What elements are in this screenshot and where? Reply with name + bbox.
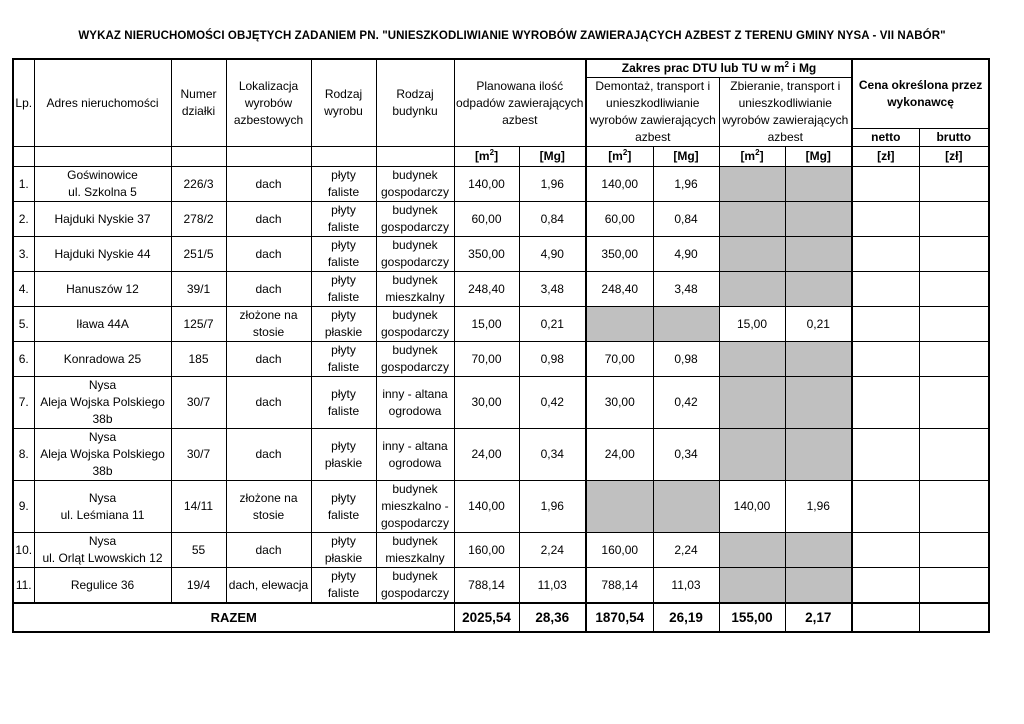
row-numer: 125/7 [171, 307, 226, 342]
row-numer: 30/7 [171, 377, 226, 429]
cell-line: płaskie [324, 551, 363, 565]
table-row [13, 429, 989, 481]
row-dem-m2: 350,00 [586, 237, 653, 272]
cell-line: dach, elewacja [228, 577, 309, 592]
header-planowana: Planowana ilość odpadów zawierających azbest [454, 59, 586, 147]
cell-line: budynek [392, 569, 438, 583]
cell-line: budynek [392, 482, 438, 496]
unit-dem-mg: [Mg] [653, 147, 719, 167]
row-numer: 19/4 [171, 568, 226, 604]
cell-line: Nysa [88, 378, 117, 392]
row-brutto [919, 307, 989, 342]
cell-line: płyty [331, 238, 356, 252]
row-brutto [919, 377, 989, 429]
table-row [13, 202, 989, 237]
row-numer: 30/7 [171, 429, 226, 481]
row-brutto [919, 429, 989, 481]
row-netto [852, 533, 919, 568]
row-plan-m2: 788,14 [454, 568, 519, 604]
cell-line: płyty [331, 273, 356, 287]
row-brutto [919, 202, 989, 237]
row-dem-mg: 0,34 [653, 429, 719, 481]
row-dem-m2: 30,00 [586, 377, 653, 429]
table-row [13, 533, 989, 568]
row-zb-m2 [719, 377, 785, 429]
cell-line: faliste [327, 185, 360, 199]
row-plan-mg: 1,96 [519, 481, 586, 533]
row-adres [34, 533, 171, 568]
row-zb-m2 [719, 272, 785, 307]
row-plan-m2: 15,00 [454, 307, 519, 342]
row-adres [34, 167, 171, 202]
row-zb-mg [785, 272, 852, 307]
cell-line: faliste [327, 507, 360, 522]
row-wyrob [311, 237, 376, 272]
cell-line: budynek [392, 168, 438, 182]
header-zakres-sup: 2 [784, 60, 789, 69]
table-row [13, 272, 989, 307]
cell-line: gospodarczy [380, 220, 450, 234]
header-demontaz: Demontaż, transport i unieszkodliwianie wyrobów zawierających azbest [586, 78, 719, 147]
row-wyrob [311, 377, 376, 429]
row-plan-mg: 0,42 [519, 377, 586, 429]
row-budynek [376, 202, 454, 237]
cell-line: gospodarczy [380, 360, 450, 374]
unit-empty [34, 147, 171, 167]
unit-empty [171, 147, 226, 167]
table-row [13, 481, 989, 533]
cell-line: inny - altana [382, 386, 448, 401]
property-table [12, 58, 990, 633]
unit-sup: 2 [489, 148, 495, 157]
cell-line: płyty [331, 569, 356, 583]
cell-line: budynek [392, 534, 438, 548]
cell-line: faliste [327, 403, 360, 418]
header-brutto: brutto [919, 129, 989, 147]
row-lokalizacja [226, 307, 311, 342]
table-row [13, 167, 989, 202]
cell-line: mieszkalny [385, 551, 445, 565]
row-lp: 3. [13, 237, 34, 272]
row-netto [852, 167, 919, 202]
row-dem-m2 [586, 307, 653, 342]
row-plan-m2: 60,00 [454, 202, 519, 237]
unit-empty [226, 147, 311, 167]
row-wyrob [311, 481, 376, 533]
row-zb-m2 [719, 202, 785, 237]
row-zb-mg [785, 167, 852, 202]
totals-netto [852, 603, 919, 632]
row-numer: 185 [171, 342, 226, 377]
row-plan-mg: 0,98 [519, 342, 586, 377]
row-lp: 9. [13, 481, 34, 533]
cell-line: budynek [392, 238, 438, 252]
row-plan-mg: 4,90 [519, 237, 586, 272]
cell-line: płaskie [324, 455, 363, 470]
table-row [13, 237, 989, 272]
cell-line: Nysa [88, 490, 117, 505]
cell-line: mieszkalny [385, 290, 445, 304]
cell-line: gospodarczy [380, 586, 450, 600]
cell-line: faliste [327, 220, 360, 234]
row-lokalizacja [226, 272, 311, 307]
cell-line: płyty [331, 308, 356, 322]
header-netto: netto [852, 129, 919, 147]
row-adres [34, 568, 171, 604]
cell-line: Regulice 36 [70, 577, 135, 592]
row-netto [852, 377, 919, 429]
cell-line: dach [255, 447, 282, 461]
row-zb-m2 [719, 533, 785, 568]
row-zb-mg [785, 202, 852, 237]
cell-line: Goświnowice [67, 168, 138, 182]
unit-sup: 2 [755, 148, 760, 157]
row-dem-mg: 0,98 [653, 342, 719, 377]
cell-line: Konradowa 25 [63, 351, 142, 366]
cell-line: Hajduki Nyskie 44 [54, 246, 151, 261]
row-lokalizacja [226, 167, 311, 202]
cell-line: faliste [327, 255, 360, 269]
cell-line: gospodarczy [380, 516, 450, 530]
cell-line: Aleja Wojska Polskiego [40, 447, 165, 461]
unit-dem-m2 [586, 147, 653, 167]
row-zb-mg [785, 342, 852, 377]
row-wyrob [311, 533, 376, 568]
unit-empty [311, 147, 376, 167]
row-lokalizacja [226, 481, 311, 533]
row-plan-m2: 140,00 [454, 481, 519, 533]
cell-line: Iława 44A [76, 316, 129, 331]
row-wyrob [311, 167, 376, 202]
unit-plan-m2 [454, 147, 519, 167]
row-dem-mg: 3,48 [653, 272, 719, 307]
row-netto [852, 237, 919, 272]
cell-line: dach [255, 542, 282, 557]
row-lp: 7. [13, 377, 34, 429]
row-lokalizacja [226, 202, 311, 237]
row-netto [852, 342, 919, 377]
row-lokalizacja [226, 429, 311, 481]
cell-line: budynek [392, 308, 438, 322]
header-zakres-suffix: i Mg [788, 61, 817, 75]
cell-line: ogrodowa [388, 403, 442, 418]
row-zb-mg: 1,96 [785, 481, 852, 533]
cell-line: dach [255, 351, 282, 366]
cell-line: dach [255, 281, 282, 296]
row-lokalizacja [226, 342, 311, 377]
unit-empty [13, 147, 34, 167]
row-lp: 4. [13, 272, 34, 307]
unit-sup: 2 [622, 148, 628, 157]
row-lokalizacja [226, 568, 311, 604]
row-dem-m2 [586, 481, 653, 533]
row-numer: 39/1 [171, 272, 226, 307]
document-title: WYKAZ NIERUCHOMOŚCI OBJĘTYCH ZADANIEM PN. "UNIESZKODLIWIANIE WYROBÓW ZAWIERAJĄCYCH AZBEST Z TERENU GMINY NYSA - VII NABÓR" [78, 30, 946, 42]
cell-line: faliste [327, 586, 360, 600]
row-adres [34, 429, 171, 481]
cell-line: Nysa [88, 430, 117, 444]
cell-line: dach [255, 176, 282, 191]
row-wyrob [311, 307, 376, 342]
row-zb-m2: 140,00 [719, 481, 785, 533]
cell-line: budynek [392, 343, 438, 357]
row-plan-mg: 2,24 [519, 533, 586, 568]
cell-line: mieszkalno - [381, 499, 449, 513]
row-plan-mg: 1,96 [519, 167, 586, 202]
totals-plan-m2: 2025,54 [454, 603, 519, 632]
cell-line: gospodarczy [380, 255, 450, 269]
cell-line: Nysa [88, 534, 117, 548]
row-budynek [376, 568, 454, 604]
row-zb-mg [785, 237, 852, 272]
row-dem-m2: 788,14 [586, 568, 653, 604]
row-numer: 226/3 [171, 167, 226, 202]
header-lp: Lp. [13, 59, 34, 147]
cell-line: płyty [331, 490, 356, 505]
units-row [13, 147, 989, 167]
row-zb-m2: 15,00 [719, 307, 785, 342]
totals-brutto [919, 603, 989, 632]
cell-line: Hajduki Nyskie 37 [54, 211, 151, 226]
row-netto [852, 307, 919, 342]
row-zb-mg [785, 568, 852, 604]
row-plan-mg: 3,48 [519, 272, 586, 307]
row-plan-m2: 160,00 [454, 533, 519, 568]
row-lp: 8. [13, 429, 34, 481]
row-dem-mg: 2,24 [653, 533, 719, 568]
cell-line: płyty [331, 534, 356, 548]
row-dem-mg: 0,84 [653, 202, 719, 237]
cell-line: Hanuszów 12 [66, 281, 139, 296]
table-row [13, 568, 989, 604]
row-lp: 5. [13, 307, 34, 342]
unit-empty [376, 147, 454, 167]
row-dem-mg: 0,42 [653, 377, 719, 429]
unit-zb-mg: [Mg] [785, 147, 852, 167]
row-brutto [919, 167, 989, 202]
unit-text: [m [608, 149, 623, 163]
row-plan-mg: 0,34 [519, 429, 586, 481]
row-netto [852, 429, 919, 481]
header-zakres-text: Zakres prac DTU lub TU w m [621, 61, 785, 75]
table-row [13, 377, 989, 429]
row-zb-m2 [719, 429, 785, 481]
cell-line: faliste [327, 360, 360, 374]
unit-text: ] [627, 149, 632, 163]
totals-plan-mg: 28,36 [519, 603, 586, 632]
cell-line: płyty [331, 438, 356, 453]
totals-zb-mg: 2,17 [785, 603, 852, 632]
cell-line: płyty [331, 343, 356, 357]
row-plan-mg: 0,21 [519, 307, 586, 342]
row-budynek [376, 481, 454, 533]
row-zb-mg [785, 377, 852, 429]
row-zb-m2 [719, 342, 785, 377]
cell-line: budynek [392, 273, 438, 287]
unit-text: [m [740, 149, 756, 163]
cell-line: dach [255, 246, 282, 261]
row-zb-mg: 0,21 [785, 307, 852, 342]
unit-netto: [zł] [852, 147, 919, 167]
header-zbieranie: Zbieranie, transport i unieszkodliwianie wyrobów zawierających azbest [719, 78, 852, 147]
row-budynek [376, 377, 454, 429]
cell-line: stosie [252, 325, 285, 339]
cell-line: 38b [92, 412, 113, 426]
row-numer: 55 [171, 533, 226, 568]
row-plan-m2: 140,00 [454, 167, 519, 202]
row-wyrob [311, 429, 376, 481]
cell-line: stosie [252, 507, 285, 522]
row-lp: 6. [13, 342, 34, 377]
row-lokalizacja [226, 533, 311, 568]
row-lp: 2. [13, 202, 34, 237]
header-zakres [586, 59, 852, 78]
cell-line: faliste [327, 290, 360, 304]
row-lp: 11. [13, 568, 34, 604]
row-budynek [376, 237, 454, 272]
row-brutto [919, 237, 989, 272]
cell-line: płyty [331, 386, 356, 401]
row-dem-mg [653, 481, 719, 533]
cell-line: ul. Leśmiana 11 [60, 507, 145, 522]
unit-zb-m2 [719, 147, 785, 167]
row-budynek [376, 167, 454, 202]
row-brutto [919, 272, 989, 307]
row-dem-mg: 1,96 [653, 167, 719, 202]
row-dem-mg: 4,90 [653, 237, 719, 272]
cell-line: 38b [92, 464, 113, 478]
row-brutto [919, 568, 989, 604]
unit-text: ] [494, 149, 499, 163]
row-plan-mg: 11,03 [519, 568, 586, 604]
row-adres [34, 237, 171, 272]
row-wyrob [311, 342, 376, 377]
header-cena: Cena określona przez wykonawcę [852, 59, 989, 129]
cell-line: płyty [331, 168, 356, 182]
row-budynek [376, 342, 454, 377]
table-row [13, 307, 989, 342]
header-adres: Adres nieruchomości [34, 59, 171, 147]
row-wyrob [311, 568, 376, 604]
totals-zb-m2: 155,00 [719, 603, 785, 632]
row-netto [852, 272, 919, 307]
totals-dem-mg: 26,19 [653, 603, 719, 632]
row-plan-mg: 0,84 [519, 202, 586, 237]
row-dem-m2: 160,00 [586, 533, 653, 568]
row-budynek [376, 429, 454, 481]
header-rodzaj-wyrobu: Rodzaj wyrobu [311, 59, 376, 147]
cell-line: gospodarczy [380, 185, 450, 199]
row-adres [34, 481, 171, 533]
row-wyrob [311, 202, 376, 237]
cell-line: ogrodowa [388, 455, 442, 470]
row-brutto [919, 342, 989, 377]
row-budynek [376, 307, 454, 342]
row-lokalizacja [226, 377, 311, 429]
totals-dem-m2: 1870,54 [586, 603, 653, 632]
row-zb-m2 [719, 237, 785, 272]
header-row-1 [13, 59, 989, 78]
row-zb-mg [785, 429, 852, 481]
row-adres [34, 307, 171, 342]
row-adres [34, 377, 171, 429]
row-dem-mg: 11,03 [653, 568, 719, 604]
cell-line: dach [255, 211, 282, 226]
unit-plan-mg: [Mg] [519, 147, 586, 167]
row-lp: 10. [13, 533, 34, 568]
row-numer: 251/5 [171, 237, 226, 272]
row-dem-m2: 60,00 [586, 202, 653, 237]
row-dem-m2: 24,00 [586, 429, 653, 481]
unit-text: ] [759, 149, 764, 163]
row-adres [34, 202, 171, 237]
row-netto [852, 568, 919, 604]
totals-row [13, 603, 989, 632]
cell-line: inny - altana [382, 438, 448, 453]
row-plan-m2: 70,00 [454, 342, 519, 377]
cell-line: płaskie [324, 325, 363, 339]
row-plan-m2: 248,40 [454, 272, 519, 307]
cell-line: ul. Orląt Lwowskich 12 [42, 551, 163, 565]
row-netto [852, 202, 919, 237]
cell-line: budynek [392, 203, 438, 217]
row-zb-m2 [719, 568, 785, 604]
cell-line: Aleja Wojska Polskiego [40, 395, 165, 409]
cell-line: ul. Szkolna 5 [68, 185, 137, 199]
row-dem-mg [653, 307, 719, 342]
row-plan-m2: 350,00 [454, 237, 519, 272]
row-adres [34, 272, 171, 307]
row-dem-m2: 140,00 [586, 167, 653, 202]
table-row [13, 342, 989, 377]
header-lokalizacja: Lokalizacja wyrobów azbestowych [226, 59, 311, 147]
unit-text: [m [474, 149, 490, 163]
row-budynek [376, 272, 454, 307]
row-adres [34, 342, 171, 377]
row-netto [852, 481, 919, 533]
row-brutto [919, 533, 989, 568]
row-zb-mg [785, 533, 852, 568]
row-lokalizacja [226, 237, 311, 272]
row-plan-m2: 30,00 [454, 377, 519, 429]
row-dem-m2: 248,40 [586, 272, 653, 307]
header-rodzaj-budynku: Rodzaj budynku [376, 59, 454, 147]
cell-line: złożone na [239, 308, 298, 322]
totals-label: RAZEM [13, 603, 454, 632]
row-lp: 1. [13, 167, 34, 202]
row-brutto [919, 481, 989, 533]
row-dem-m2: 70,00 [586, 342, 653, 377]
row-budynek [376, 533, 454, 568]
row-numer: 278/2 [171, 202, 226, 237]
cell-line: płyty [331, 203, 356, 217]
row-numer: 14/11 [171, 481, 226, 533]
header-numer: Numer działki [171, 59, 226, 147]
cell-line: dach [255, 395, 282, 409]
row-zb-m2 [719, 167, 785, 202]
row-plan-m2: 24,00 [454, 429, 519, 481]
unit-brutto: [zł] [919, 147, 989, 167]
row-wyrob [311, 272, 376, 307]
cell-line: złożone na [239, 490, 298, 505]
cell-line: gospodarczy [380, 325, 450, 339]
